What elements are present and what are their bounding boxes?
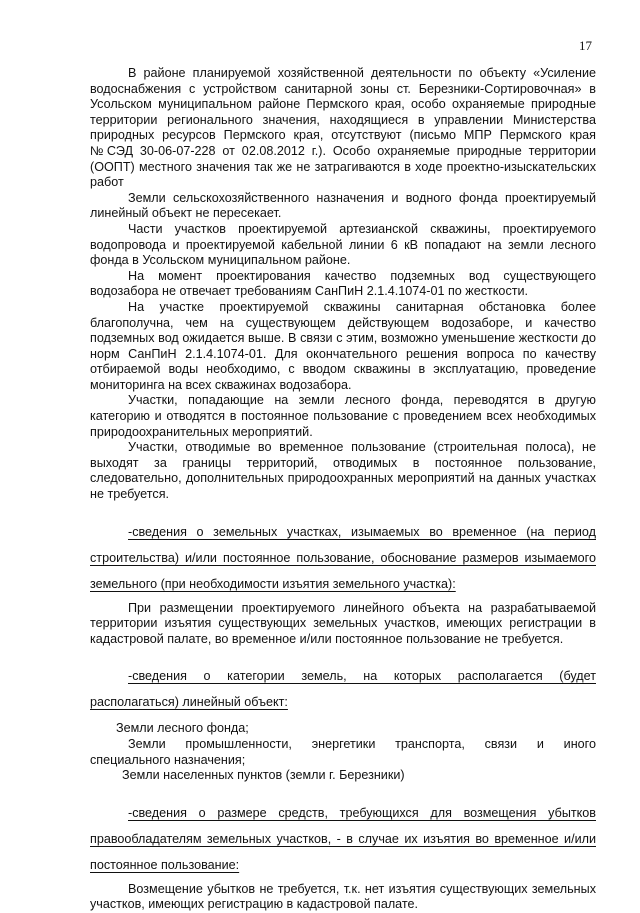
- document-body: [90, 66, 596, 913]
- paragraph-forest-transfer: Участки, попадающие на земли лесного фонда, переводятся в другую категорию и отводятся в постоянное пользование с проведением всех необходимых природоохранительных мероприятий.: [90, 393, 596, 439]
- paragraph-well-sanitation: На участке проектируемой скважины санитарная обстановка более благополучна, чем на существующем действующем водозаборе, и качество подземных вод ожидается выше. В связи с этим, возможно уменьшение жесткости до норм СанПиН 2.1.4.1074-01. Для окончательного решения вопроса по качеству отбираемой воды необходимо, с вводом скважины в эксплуатацию, проведение мониторинга на всех скважинах водозабора.: [90, 299, 596, 392]
- page-number: 17: [579, 38, 592, 53]
- paragraph-protected-areas: В районе планируемой хозяйственной деятельности по объекту «Усиление водоснабжения с устройством санитарной зоны ст. Березники-Сортировочная» в Усольском муниципальном районе Пермского края, особо охраняемые природные территории регионального значения, находящиеся в управлении Министерства природных ресурсов Пермского края, отсутствуют (письмо МПР Пермского края №СЭД 30-06-07-228 от 02.08.2012 г.). Особо охраняемые природные территории (ООПТ) местного значения так же не затрагиваются в ходе проектно-изыскательских работ: [90, 66, 596, 190]
- heading-compensation: -сведения о размере средств, требующихся для возмещения убытков правообладателям земельных участков, - в случае их изъятия во временное и/или постоянное пользование:: [90, 805, 596, 872]
- list-item: Земли населенных пунктов (земли г. Березники): [122, 768, 405, 783]
- list-item: Земли лесного фонда;: [116, 721, 249, 736]
- paragraph-temporary-use: Участки, отводимые во временное пользование (строительная полоса), не выходят за границы территорий, отводимых в постоянное пользование, следовательно, дополнительных природоохранных мероприятий на данных участках не требуется.: [90, 440, 596, 502]
- list-item-continuation: специального назначения;: [90, 752, 246, 767]
- heading-land-category: -сведения о категории земель, на которых располагается (будет располагаться) линейный объект:: [90, 669, 596, 710]
- paragraph-no-seizure: При размещении проектируемого линейного объекта на разрабатываемой территории изъятия существующих земельных участков, имеющих регистрации в кадастровой палате, во временное и/или постоянное пользование не требуется.: [90, 600, 596, 646]
- list-item: Земли промышленности, энергетики транспорта, связи и иного: [128, 737, 596, 751]
- heading-land-plots-info: -сведения о земельных участках, изымаемых во временное (на период строительства) и/или постоянное пользование, обоснование размеров изымаемого земельного (при необходимости изъятия земельного участка):: [90, 524, 596, 591]
- land-category-list: [90, 721, 596, 783]
- paragraph-agricultural-lands: Земли сельскохозяйственного назначения и водного фонда проектируемый линейный объект не пересекает.: [90, 190, 596, 221]
- paragraph-no-compensation: Возмещение убытков не требуется, т.к. нет изъятия существующих земельных участков, имеющих регистрацию в кадастровой палате.: [90, 881, 596, 912]
- paragraph-groundwater-quality: На момент проектирования качество подземных вод существующего водозабора не отвечает требованиям СанПиН 2.1.4.1074-01 по жесткости.: [90, 268, 596, 299]
- paragraph-forest-fund-parts: Части участков проектируемой артезианской скважины, проектируемого водопровода и проектируемой кабельной линии 6 кВ попадают на земли лесного фонда в Усольском муниципальном районе.: [90, 221, 596, 268]
